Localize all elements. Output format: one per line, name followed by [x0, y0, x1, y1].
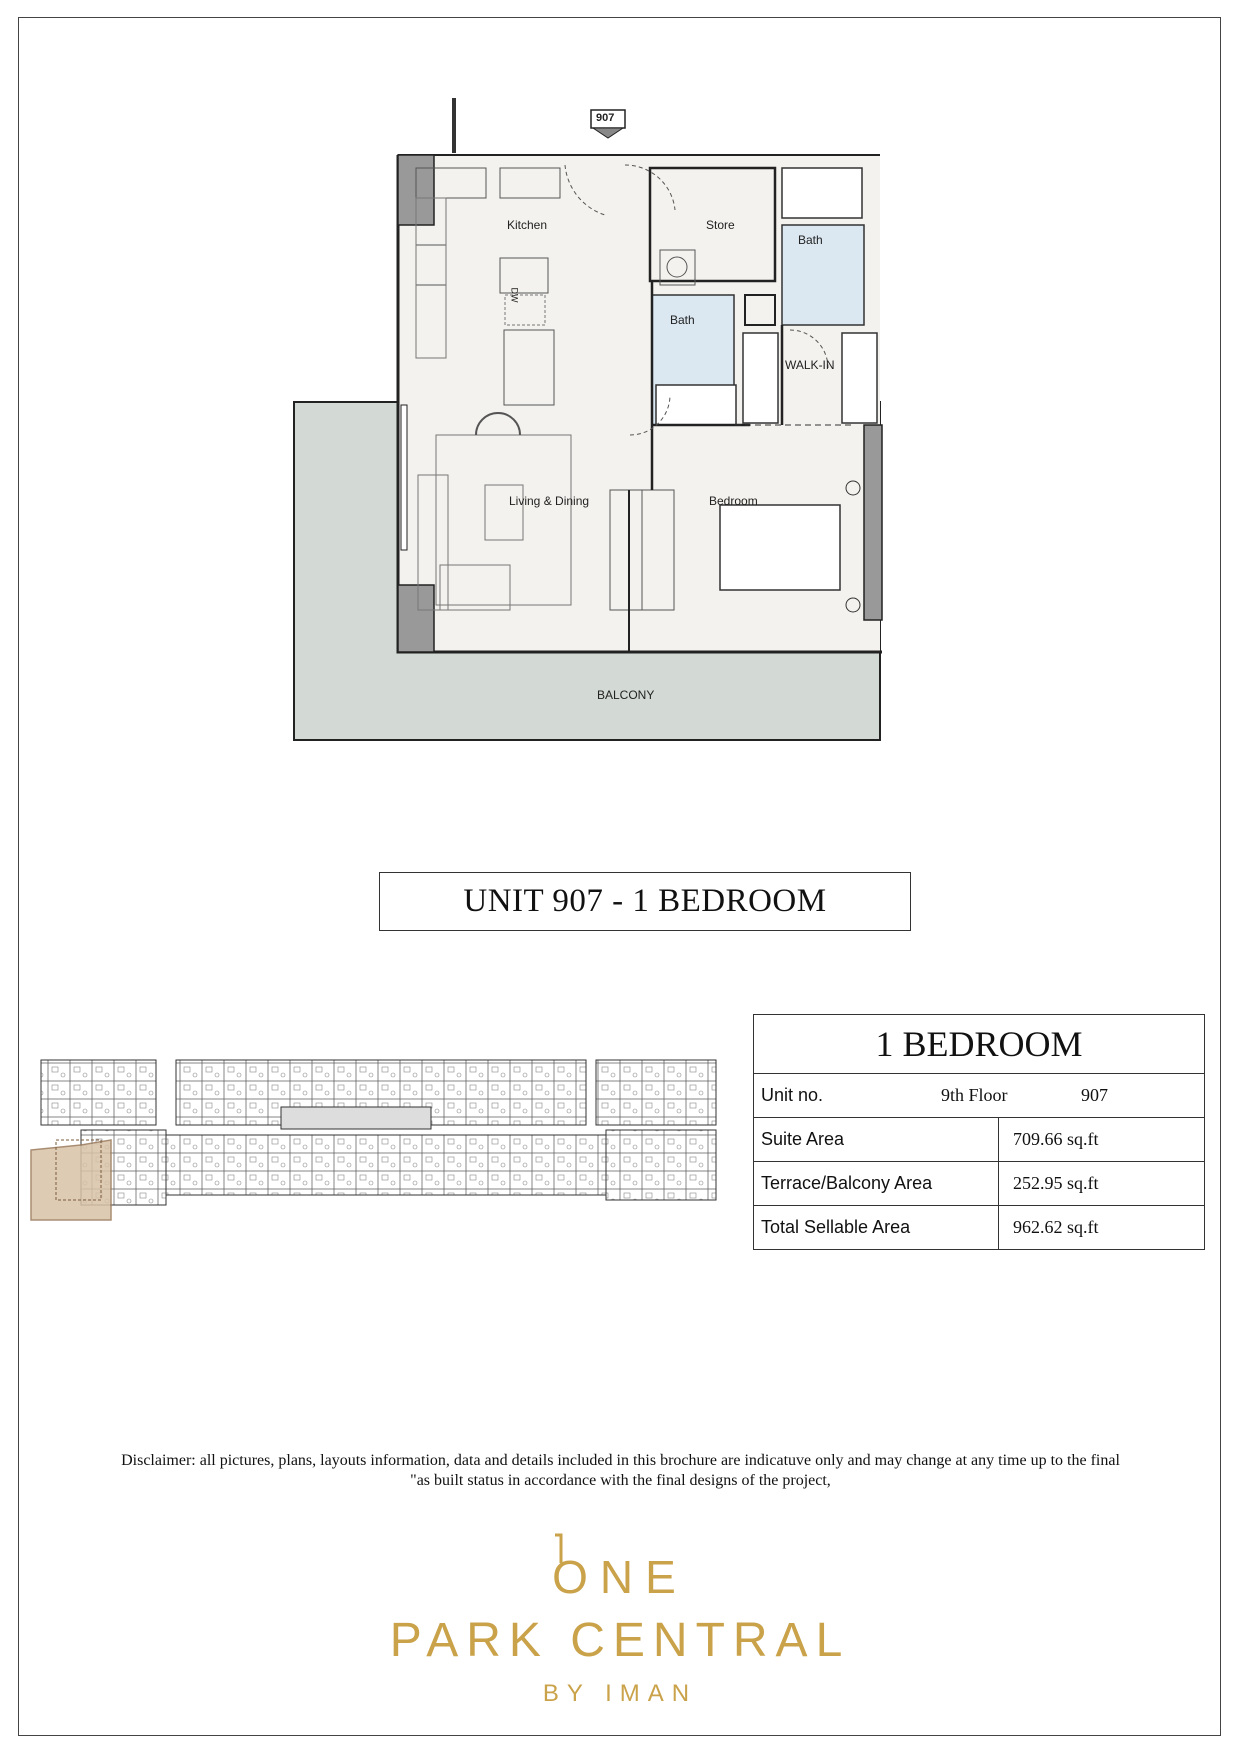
floor-value: 9th Floor [941, 1085, 1008, 1105]
disclaimer-line: "as built status in accordance with the final designs of the project, [410, 1472, 831, 1489]
logo-line-park-central: PARK CENTRAL [389, 1614, 851, 1667]
room-label-dw: DW [509, 287, 520, 303]
brand-logo [330, 1525, 910, 1715]
disclaimer [60, 1451, 1181, 1491]
logo-line-by-iman: BY IMAN [542, 1680, 698, 1707]
room-label-bath: Bath [670, 313, 695, 327]
unit-row [754, 1074, 1205, 1118]
unit-number: 907 [1081, 1085, 1108, 1105]
balcony-area-value: 252.95 sq.ft [999, 1162, 1205, 1206]
room-label-bedroom: Bedroom [709, 494, 758, 508]
spec-heading: 1 BEDROOM [754, 1015, 1205, 1074]
total-area-value: 962.62 sq.ft [999, 1206, 1205, 1250]
room-label-kitchen: Kitchen [507, 218, 548, 232]
key-plan [26, 1045, 731, 1225]
disclaimer-line: Disclaimer: all pictures, plans, layouts information, data and details included in this brochure are indicatuve only and may change at any time up to the final [121, 1452, 1120, 1469]
bath-area [782, 225, 864, 325]
room-label-store: Store [706, 218, 735, 232]
room-label-bath: Bath [798, 233, 823, 247]
balcony-area-label: Terrace/Balcony Area [754, 1162, 999, 1206]
bed [720, 505, 840, 590]
unit-label: Unit no. [761, 1085, 824, 1105]
key-plan-drawing [26, 1045, 731, 1225]
room-label-balcony: BALCONY [597, 688, 655, 702]
total-area-label: Total Sellable Area [754, 1206, 999, 1250]
spec-table [753, 1014, 1205, 1250]
room-label-living-dining: Living & Dining [509, 494, 590, 508]
unit-marker-label: 907 [596, 112, 615, 124]
suite-area-value: 709.66 sq.ft [999, 1118, 1205, 1162]
suite-area-label: Suite Area [754, 1118, 999, 1162]
unit-highlight [31, 1140, 111, 1220]
unit-title: UNIT 907 - 1 BEDROOM [379, 872, 911, 931]
room-label-walk-in: WALK-IN [785, 358, 835, 372]
floor-plan [280, 90, 900, 750]
floor-plan-drawing [280, 90, 900, 750]
logo-line-one: ONE [552, 1551, 688, 1603]
